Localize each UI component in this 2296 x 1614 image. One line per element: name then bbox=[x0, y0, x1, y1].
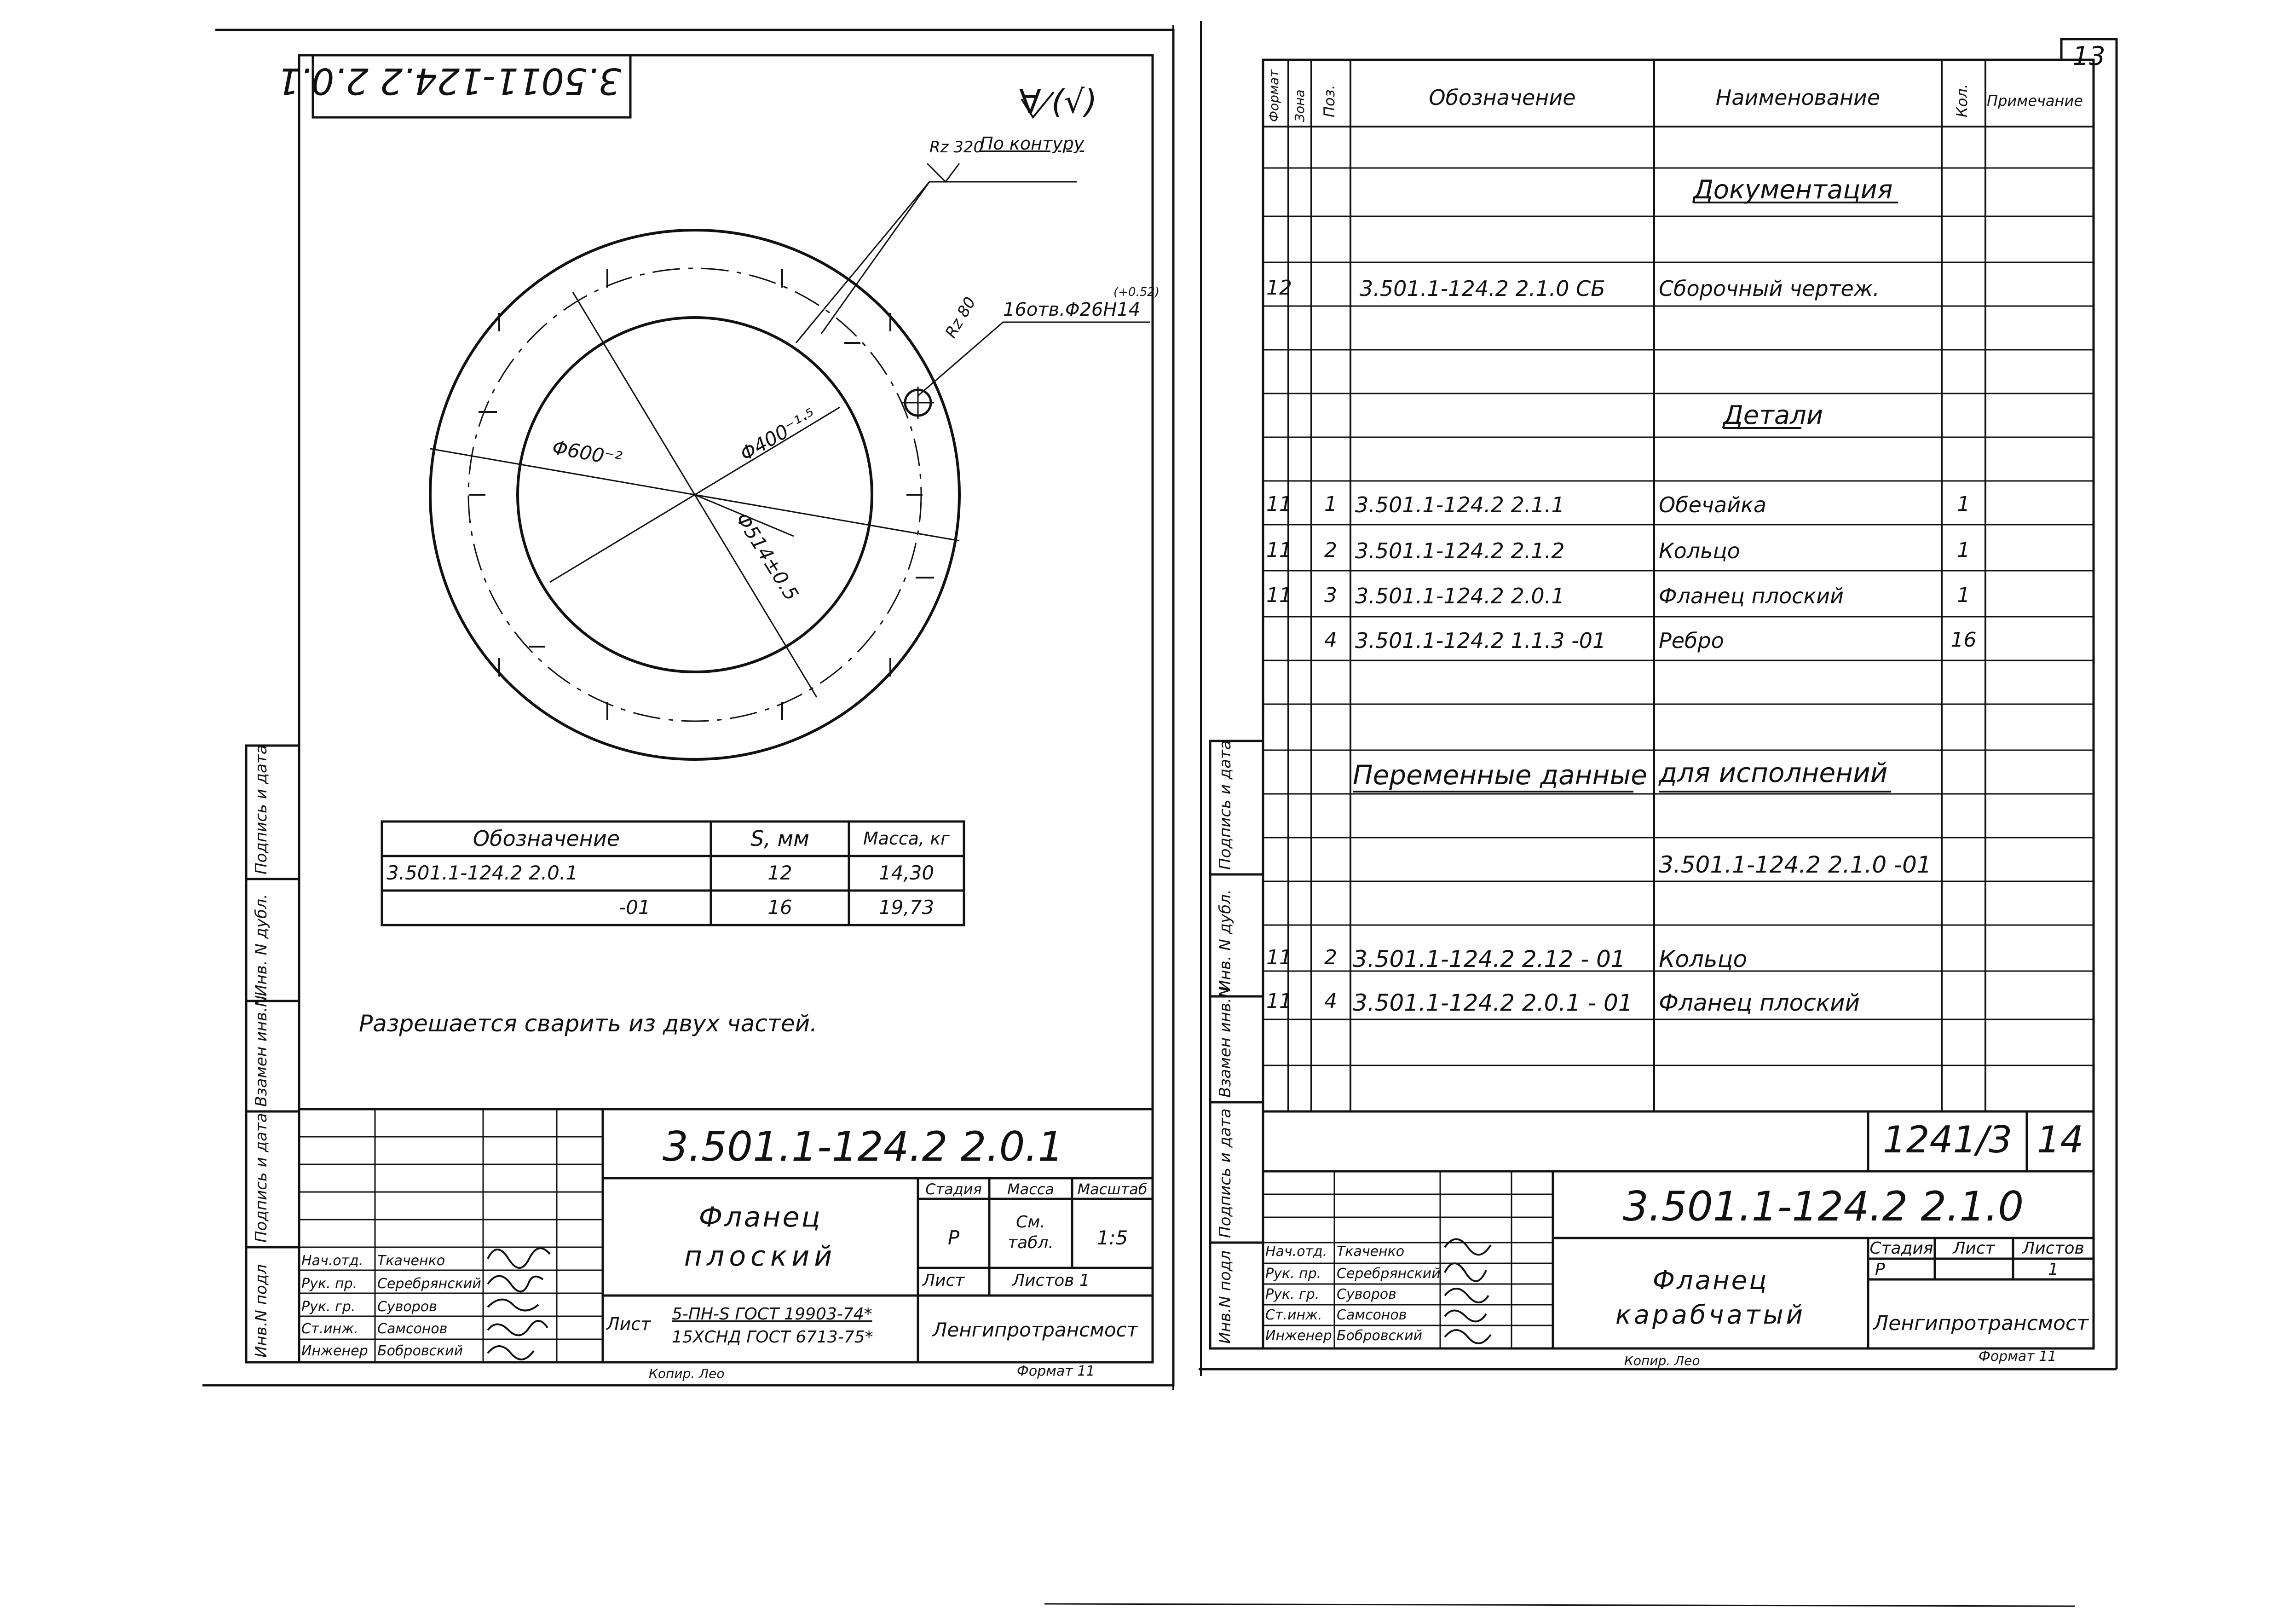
right-sheet-header: Лист bbox=[1953, 1239, 1995, 1258]
row4-qty: 1 bbox=[1957, 584, 1970, 607]
row4-pos: 3 bbox=[1324, 584, 1337, 607]
page-number: 13 bbox=[2072, 41, 2106, 71]
var-row2-pos: 4 bbox=[1324, 989, 1337, 1013]
var-table-row1-mass: 14,30 bbox=[878, 862, 935, 884]
row5-qty: 16 bbox=[1950, 628, 1977, 652]
row3-qty: 1 bbox=[1957, 538, 1970, 562]
hdr-zone: Зона bbox=[1292, 89, 1307, 122]
right-title-name1: Фланец bbox=[1652, 1266, 1769, 1296]
hdr-qty: Кол. bbox=[1953, 84, 1971, 117]
left-sheets-count: Листов 1 bbox=[1012, 1271, 1090, 1290]
row2-pos: 1 bbox=[1324, 492, 1337, 516]
right-side-label-3: Взамен инв.N bbox=[1216, 986, 1235, 1098]
left-person-1: Ткаченко bbox=[377, 1253, 445, 1269]
left-stage-header: Стадия bbox=[925, 1180, 982, 1198]
left-mass-2: табл. bbox=[1008, 1233, 1054, 1252]
left-scale: 1:5 bbox=[1096, 1226, 1128, 1249]
left-mass-header: Масса bbox=[1007, 1180, 1054, 1198]
var-row1-name: Кольцо bbox=[1659, 946, 1748, 972]
var-row1-code: 3.501.1-124.2 2.12 - 01 bbox=[1353, 946, 1626, 972]
left-title-name2: плоский bbox=[684, 1240, 837, 1273]
left-side-label-4: Подпись и дата bbox=[252, 1113, 271, 1243]
var-row2-name: Фланец плоский bbox=[1659, 989, 1860, 1016]
var-table-row1-code: 3.501.1-124.2 2.0.1 bbox=[387, 862, 578, 884]
left-material-1: 5-ПН-S ГОСТ 19903-74* bbox=[672, 1305, 872, 1324]
left-format: Формат 11 bbox=[1017, 1363, 1095, 1379]
right-title-code: 3.501.1-124.2 2.1.0 bbox=[1622, 1183, 2024, 1230]
variable-data-title-b: для исполнений bbox=[1659, 757, 1888, 788]
left-stage: Р bbox=[947, 1226, 960, 1249]
archive-page: 14 bbox=[2036, 1118, 2084, 1161]
right-person-3: Суворов bbox=[1337, 1286, 1396, 1302]
left-scale-header: Масштаб bbox=[1077, 1180, 1148, 1198]
section-parts: Детали bbox=[1723, 400, 1823, 430]
left-mass-1: См. bbox=[1016, 1213, 1045, 1232]
right-stage-header: Стадия bbox=[1869, 1239, 1933, 1258]
row5-pos: 4 bbox=[1324, 628, 1337, 652]
row2-name: Обечайка bbox=[1659, 492, 1767, 517]
right-title-name2: карабчатый bbox=[1615, 1300, 1806, 1330]
left-title-name1: Фланец bbox=[698, 1201, 822, 1233]
row3-code: 3.501.1-124.2 2.1.2 bbox=[1355, 538, 1565, 563]
left-side-label-5: Инв.N подл bbox=[252, 1264, 271, 1358]
row3-format: 11 bbox=[1266, 538, 1292, 562]
row2-format: 11 bbox=[1266, 492, 1292, 516]
right-side-label-1: Подпись и дата bbox=[1216, 740, 1235, 870]
contour-note: По контуру bbox=[980, 133, 1085, 154]
right-side-label-4: Подпись и дата bbox=[1216, 1108, 1235, 1238]
right-role-5: Инженер bbox=[1265, 1328, 1332, 1344]
row4-format: 11 bbox=[1266, 584, 1292, 607]
hdr-code: Обозначение bbox=[1429, 85, 1576, 110]
row5-name: Ребро bbox=[1659, 628, 1724, 653]
var-table-header-code: Обозначение bbox=[473, 826, 620, 851]
dim-600: Φ600⁻² bbox=[550, 436, 624, 470]
rz80-label: Rz 80 bbox=[941, 294, 980, 341]
var-table-row2-mass: 19,73 bbox=[878, 896, 935, 919]
holes-callout: 16отв.Φ26H14 bbox=[1003, 299, 1141, 320]
right-sheets-header: Листов bbox=[2022, 1239, 2084, 1258]
left-role-2: Рук. пр. bbox=[301, 1276, 358, 1292]
right-person-4: Самсонов bbox=[1337, 1307, 1407, 1323]
right-role-3: Рук. гр. bbox=[1265, 1286, 1320, 1302]
left-side-label-3: Взамен инв.N bbox=[252, 995, 271, 1107]
right-side-label-2: Инв. N дубл. bbox=[1216, 889, 1235, 992]
left-role-1: Нач.отд. bbox=[301, 1253, 363, 1269]
row5-code: 3.501.1-124.2 1.1.3 -01 bbox=[1355, 628, 1606, 653]
var-table-row2-s: 16 bbox=[767, 896, 792, 919]
hdr-name: Наименование bbox=[1715, 85, 1881, 110]
variable-data-title-a: Переменные данные bbox=[1353, 759, 1647, 791]
right-person-2: Серебрянский bbox=[1337, 1266, 1441, 1282]
right-org: Ленгипротрансмост bbox=[1873, 1312, 2088, 1335]
var-table-row2-code: -01 bbox=[619, 896, 651, 919]
hdr-note: Примечание bbox=[1987, 92, 2083, 110]
right-role-4: Ст.инж. bbox=[1265, 1307, 1322, 1323]
left-copied: Копир. Лео bbox=[649, 1366, 725, 1381]
var-row1-pos: 2 bbox=[1324, 946, 1337, 969]
right-sheets: 1 bbox=[2048, 1260, 2059, 1279]
left-side-label-2: Инв. N дубл. bbox=[252, 894, 271, 996]
dim-400: Φ400⁻¹·⁵ bbox=[736, 404, 820, 466]
surface-finish-mark: ∀ (√) bbox=[1019, 83, 1097, 121]
left-side-label-1: Подпись и дата bbox=[252, 745, 271, 874]
right-role-2: Рук. пр. bbox=[1265, 1266, 1321, 1282]
var-row1-format: 11 bbox=[1266, 946, 1292, 969]
left-person-3: Суворов bbox=[377, 1299, 437, 1315]
right-side-label-5: Инв.N подл bbox=[1216, 1250, 1235, 1344]
variant-code: 3.501.1-124.2 2.1.0 -01 bbox=[1659, 851, 1932, 878]
right-role-1: Нач.отд. bbox=[1265, 1244, 1327, 1260]
rotated-code: 3.5011-124.2 2.0.1 bbox=[277, 60, 621, 101]
left-person-2: Серебрянский bbox=[377, 1276, 481, 1292]
roughness-label: Rz 320 bbox=[929, 138, 984, 156]
row4-code: 3.501.1-124.2 2.0.1 bbox=[1355, 584, 1565, 608]
left-org: Ленгипротрансмост bbox=[932, 1319, 1138, 1341]
left-person-5: Бобровский bbox=[377, 1343, 463, 1359]
section-documentation: Документация bbox=[1693, 175, 1893, 205]
right-person-1: Ткаченко bbox=[1337, 1244, 1405, 1260]
holes-tolerance: (+0.52) bbox=[1113, 285, 1160, 299]
hdr-format: Формат bbox=[1266, 69, 1281, 122]
var-table-header-mass: Масса, кг bbox=[863, 828, 950, 849]
archive-stamp: 1241/3 bbox=[1882, 1118, 2013, 1161]
right-copied: Копир. Лео bbox=[1624, 1353, 1700, 1368]
var-row2-code: 3.501.1-124.2 2.0.1 - 01 bbox=[1353, 989, 1633, 1016]
right-format: Формат 11 bbox=[1979, 1348, 2057, 1365]
right-stage: Р bbox=[1875, 1260, 1885, 1279]
row4-name: Фланец плоский bbox=[1659, 584, 1844, 608]
row2-code: 3.501.1-124.2 2.1.1 bbox=[1355, 492, 1565, 517]
row3-pos: 2 bbox=[1324, 538, 1337, 562]
dim-514: Φ514±0.5 bbox=[731, 509, 803, 605]
right-person-5: Бобровский bbox=[1337, 1328, 1423, 1344]
left-role-4: Ст.инж. bbox=[301, 1321, 358, 1337]
row2-qty: 1 bbox=[1957, 492, 1970, 516]
hdr-pos: Поз. bbox=[1321, 85, 1338, 117]
left-role-5: Инженер bbox=[301, 1343, 368, 1359]
left-role-3: Рук. гр. bbox=[301, 1299, 356, 1315]
var-table-row1-s: 12 bbox=[767, 862, 792, 884]
left-title-code: 3.501.1-124.2 2.0.1 bbox=[663, 1123, 1064, 1170]
row1-code: 3.501.1-124.2 2.1.0 СБ bbox=[1360, 276, 1605, 301]
row1-format: 12 bbox=[1266, 276, 1292, 300]
row1-name: Сборочный чертеж. bbox=[1659, 276, 1880, 301]
left-material-label: Лист bbox=[606, 1314, 651, 1334]
var-row2-format: 11 bbox=[1266, 989, 1292, 1013]
left-material-2: 15ХСНД ГОСТ 6713-75* bbox=[672, 1328, 873, 1347]
weld-note: Разрешается сварить из двух частей. bbox=[359, 1010, 817, 1037]
row3-name: Кольцо bbox=[1659, 538, 1740, 563]
var-table-header-s: S, мм bbox=[750, 826, 809, 851]
left-person-4: Самсонов bbox=[377, 1321, 448, 1337]
left-sheet-label: Лист bbox=[923, 1271, 965, 1290]
